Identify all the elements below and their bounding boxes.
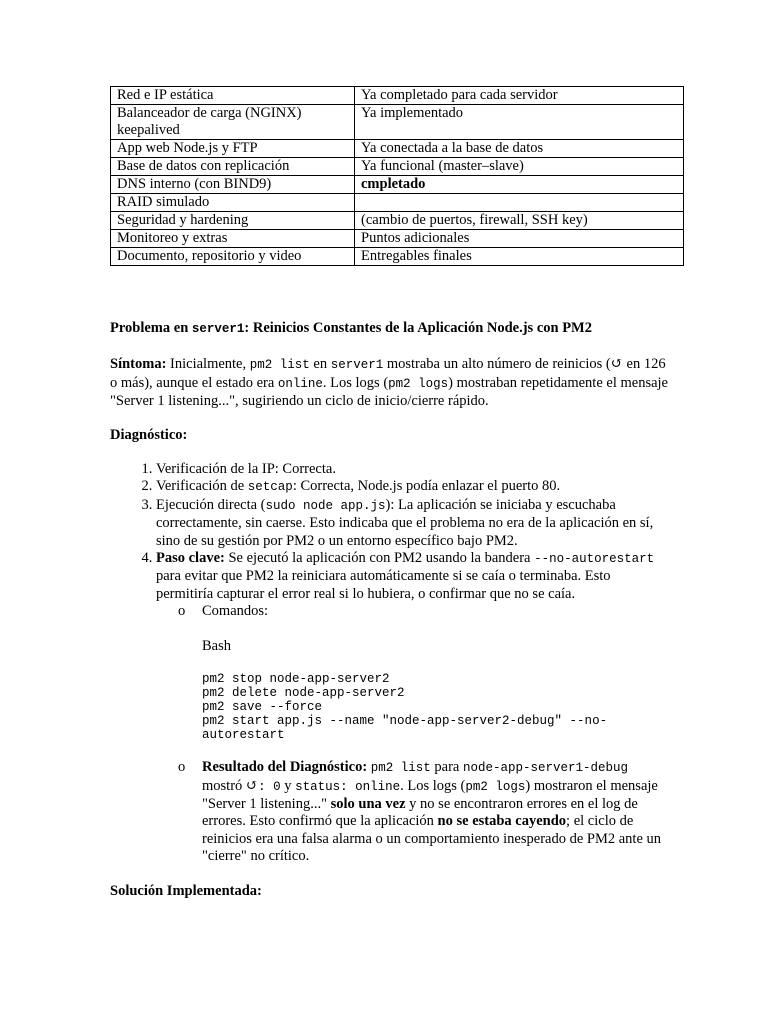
status-cell: Ya funcional (master–slave) — [355, 158, 684, 176]
task-cell: Documento, repositorio y video — [111, 248, 355, 266]
table-row — [111, 230, 684, 248]
task-cell: Balanceador de carga (NGINX) keepalived — [111, 105, 355, 140]
code-block: pm2 stop node-app-server2 pm2 delete node-app-server2 pm2 save --force pm2 start app.js --name "node-app-server2-debug" --no- autorestart — [202, 672, 608, 743]
task-cell: RAID simulado — [111, 194, 355, 212]
restart-icon: ↺ — [245, 777, 259, 794]
status-cell: Ya conectada a la base de datos — [355, 140, 684, 158]
table-row — [111, 176, 684, 194]
task-cell: App web Node.js y FTP — [111, 140, 355, 158]
diagnosis-heading: Diagnóstico: — [110, 426, 188, 443]
sub-list-item: o Comandos: Bash pm2 stop node-app-server2 pm2 delete node-app-server2 pm2 save --force pm2 start app.js --name "node-app-server2-debug" --no- autorestart — [202, 603, 670, 759]
table-row — [111, 105, 684, 140]
table-row — [111, 248, 684, 266]
table-row — [111, 158, 684, 176]
list-item: 4. Paso clave: Se ejecutó la aplicación con PM2 usando la bandera --no-autorestart para evitar que PM2 la reiniciara automáticamente si se caía o terminaba. Esto permitiría capturar el error real si lo hubiera, o confirmar que no se caía. o Comandos: Bash pm2 stop node-app-server2 pm2 delete node-app-server2 pm2 save --force pm2 start app.js --name "node-app-server2-debug" --no- autorestart o Resultado del Diagnóstico: pm2 list para node-app-server1-debug mostró ↺: 0 y status: online. Los logs (pm2 logs) mostraron el mensaje "Server 1 listening..." solo una vez y no se encontraron errores en el log de errores. Esto confirmó que la aplicación no se estaba cayendo; el ciclo de reinicios era una falsa alarma o un comportamiento inesperado de PM2 ante un "cierre" no crítico. — [156, 550, 670, 865]
status-table — [110, 86, 684, 266]
status-cell: Entregables finales — [355, 248, 684, 266]
restart-icon: ↺ — [610, 356, 623, 373]
list-item: 3. Ejecución directa (sudo node app.js): La aplicación se iniciaba y escuchaba correctamente, sin caerse. Esto indicaba que el problema no era de la aplicación en sí, sino de su gestión por PM2 o un entorno específico bajo PM2. — [156, 497, 670, 550]
status-cell: Ya implementado — [355, 105, 684, 140]
bullet-glyph: o — [178, 603, 186, 620]
task-cell: Red e IP estática — [111, 87, 355, 105]
table-row — [111, 194, 684, 212]
task-cell: Monitoreo y extras — [111, 230, 355, 248]
table-row — [111, 140, 684, 158]
diagnosis-steps — [110, 461, 670, 866]
status-cell: cmpletado — [355, 176, 684, 194]
status-cell: Puntos adicionales — [355, 230, 684, 248]
table-row — [111, 87, 684, 105]
task-cell: Seguridad y hardening — [111, 212, 355, 230]
solution-heading: Solución Implementada: — [110, 882, 262, 899]
task-cell: Base de datos con replicación — [111, 158, 355, 176]
status-cell: (cambio de puertos, firewall, SSH key) — [355, 212, 684, 230]
sub-list — [156, 603, 670, 865]
problem-heading: Problema en server1: Reinicios Constantes de la Aplicación Node.js con PM2 — [110, 320, 592, 336]
status-cell — [355, 194, 684, 212]
list-item: 2. Verificación de setcap: Correcta, Node.js podía enlazar el puerto 80. — [156, 478, 670, 496]
list-item: 1. Verificación de la IP: Correcta. — [156, 461, 670, 478]
table-row — [111, 212, 684, 230]
sub-list-item: o Resultado del Diagnóstico: pm2 list para node-app-server1-debug mostró ↺: 0 y status: online. Los logs (pm2 logs) mostraron el mensaje "Server 1 listening..." solo una vez y no se encontraron errores en el log de errores. Esto confirmó que la aplicación no se estaba cayendo; el ciclo de reinicios era una falsa alarma o un comportamiento inesperado de PM2 ante un "cierre" no crítico. — [178, 759, 662, 865]
symptom-paragraph: Síntoma: Inicialmente, pm2 list en server1 mostraba un alto número de reinicios (↺ en 126 o más), aunque el estado era online. Los logs (pm2 logs) mostraban repetidamente el mensaje "Server 1 listening...", sugiriendo un ciclo de inicio/cierre rápido. — [110, 356, 668, 410]
task-cell: DNS interno (con BIND9) — [111, 176, 355, 194]
document-content — [110, 320, 670, 900]
code-language: Bash — [202, 637, 231, 654]
bullet-glyph: o — [178, 759, 186, 776]
status-cell: Ya completado para cada servidor — [355, 87, 684, 105]
